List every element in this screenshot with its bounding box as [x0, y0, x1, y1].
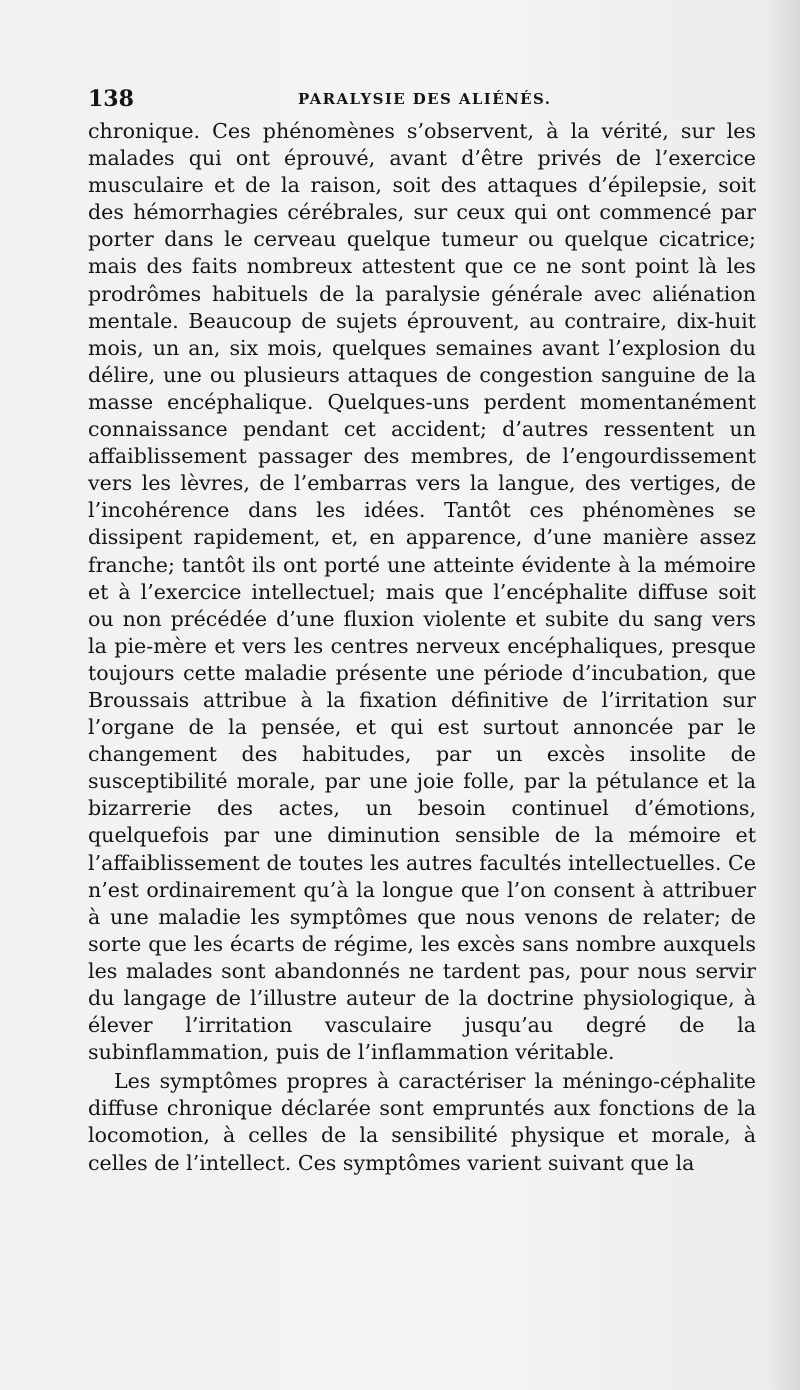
page-number: 138: [88, 86, 134, 112]
running-title: PARALYSIE DES ALIÉNÉS.: [298, 90, 552, 108]
body-text: [88, 118, 756, 1177]
paragraph-2: Les symptômes propres à caractériser la méningo-céphalite diffuse chronique déclarée sont empruntés aux fonctions de la locomotion, à celles de la sensibilité physique et morale, à celles de l’intellect. Ces symptômes varient suivant que la: [88, 1069, 756, 1175]
page-header: [88, 86, 758, 114]
paragraph-1: chronique. Ces phénomènes s’observent, à la vérité, sur les malades qui ont éprouvé, avant d’être privés de l’exercice musculaire et de la raison, soit des attaques d’épilepsie, soit des hémorrhagies cérébrales, sur ceux qui ont commencé par porter dans le cerveau quelque tumeur ou quelque cicatrice; mais des faits nombreux attestent que ce ne sont point là les prodrômes habituels de la paralysie générale avec aliénation mentale. Beaucoup de sujets éprouvent, au contraire, dix-huit mois, un an, six mois, quelques semaines avant l’explosion du délire, une ou plusieurs attaques de congestion sanguine de la masse encéphalique. Quelques-uns perdent momentanément connaissance pendant cet accident; d’autres ressentent un affaiblissement passager des membres, de l’engourdissement vers les lèvres, de l’embarras vers la langue, des vertiges, de l’incohérence dans les idées. Tantôt ces phénomènes se dissipent rapidement, et, en apparence, d’une manière assez franche; tantôt ils ont porté une atteinte évidente à la mémoire et à l’exercice intellectuel; mais que l’encéphalite diffuse soit ou non précédée d’une fluxion violente et subite du sang vers la pie-mère et vers les centres nerveux encéphaliques, presque toujours cette maladie présente une période d’incubation, que Broussais attribue à la fixation définitive de l’irritation sur l’organe de la pensée, et qui est surtout annoncée par le changement des habitudes, par un excès insolite de susceptibilité morale, par une joie folle, par la pétulance et la bizarrerie des actes, un besoin continuel d’émotions, quelquefois par une diminution sensible de la mémoire et l’affaiblissement de toutes les autres facultés intellectuelles. Ce n’est ordinairement qu’à la longue que l’on consent à attribuer à une maladie les symptômes que nous venons de relater; de sorte que les écarts de régime, les excès sans nombre auxquels les malades sont abandonnés ne tardent pas, pour nous servir du langage de l’illustre auteur de la doctrine physiologique, à élever l’irritation vasculaire jusqu’au degré de la subinflammation, puis de l’inflammation véritable.: [88, 119, 756, 1065]
